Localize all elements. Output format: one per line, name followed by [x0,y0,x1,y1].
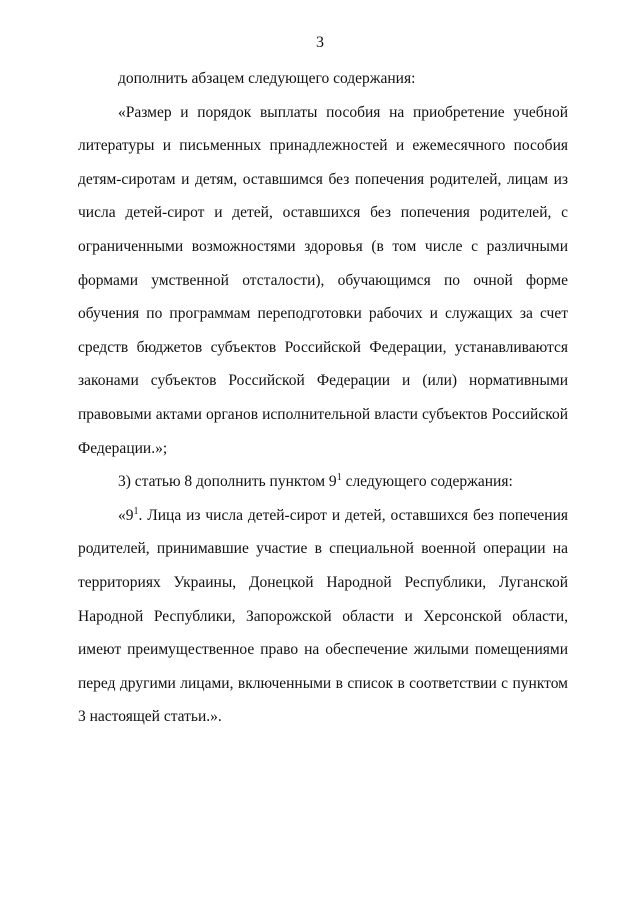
superscript: 1 [336,472,342,484]
superscript: 1 [133,505,139,517]
document-body [78,62,568,734]
paragraph-intro: дополнить абзацем следующего содержания: [118,70,416,87]
paragraph-point-9-1 [78,499,568,734]
paragraph-text: «9 [118,506,134,524]
page-number: 3 [316,34,324,51]
paragraph-article-8-amendment [78,465,568,499]
paragraph-text: следующего содержания: [341,473,513,491]
paragraph-text: . Лица из числа детей-сирот и детей, оставшихся без попечения родителей, принимавшие участие в специальной военной операции на территориях Украины, Донецкой Народной Республики, Луганской Народной Республики, Запорожской области и Херсонской области, имеют преимущественное право на обеспечение жилыми помещениями перед другими лицами, включенными в список в соответствии с пунктом 3 настоящей статьи.». [78,506,568,726]
paragraph-text: 3) статью 8 дополнить пунктом 9 [118,473,337,491]
paragraph-benefit-size: «Размер и порядок выплаты пособия на приобретение учебной литературы и письменных принадлежностей и ежемесячного пособия детям-сиротам и детям, оставшимся без попечения родителей, лицам из числа детей-сирот и детей, оставшихся без попечения родителей, с ограниченными возможностями здоровья (в том числе с различными формами умственной отсталости), обучающимся по очной форме обучения по программам переподготовки рабочих и служащих за счет средств бюджетов субъектов Российской Федерации, устанавливаются законами субъектов Российской Федерации и (или) нормативными правовыми актами органов исполнительной власти субъектов Российской Федерации.»; [78,103,568,457]
